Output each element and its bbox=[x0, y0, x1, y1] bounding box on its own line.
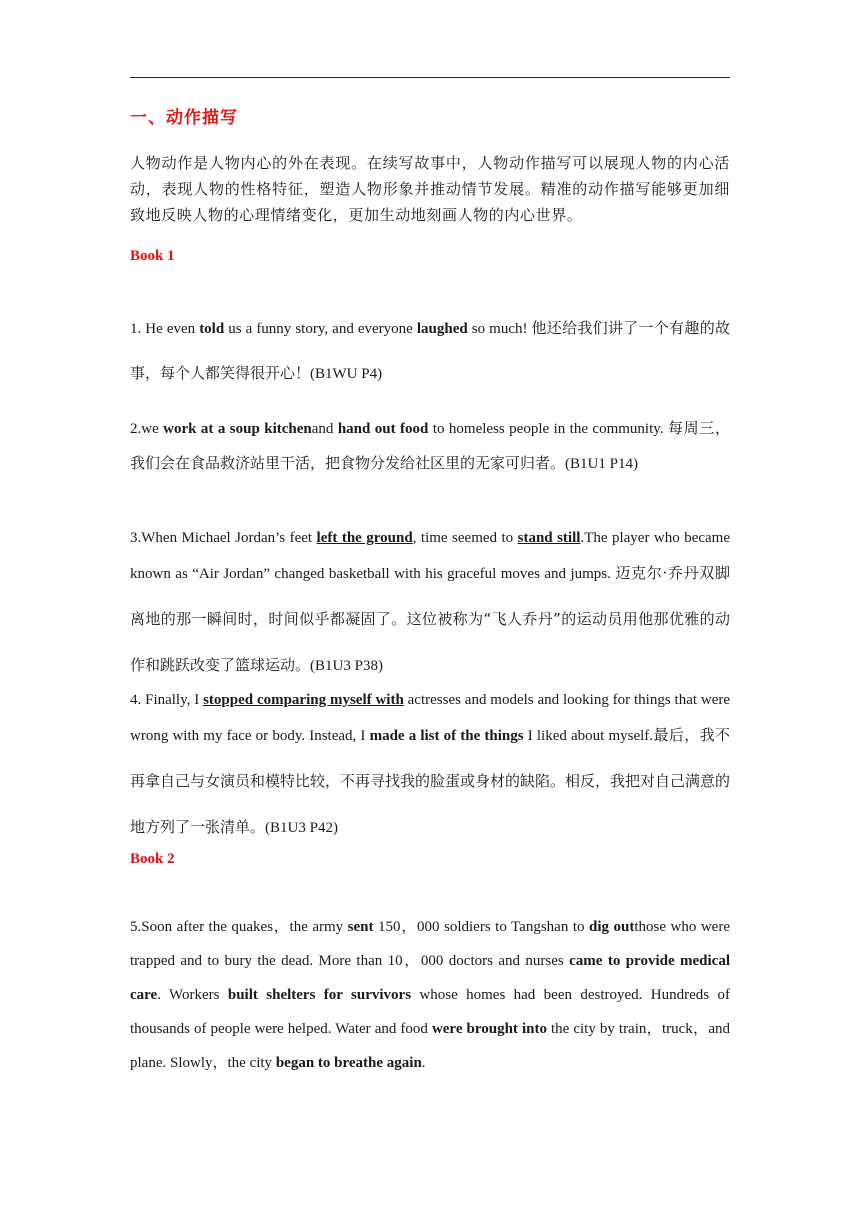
section-heading: 一、动作描写 bbox=[130, 108, 238, 128]
example-2: 2.we work at a soup kitchenand hand out food to homeless people in the community. 每周三，我们会在食品救济站里干活，把食物分发给社区里的无家可归者。(B1U1 P14) bbox=[130, 419, 730, 472]
example-3: 3.When Michael Jordan’s feet left the ground, time seemed to stand still.The player who became known as “Air Jordan” changed basketball with his graceful moves and jumps. 迈克尔·乔丹双脚离地的那一瞬间时，时间似乎都凝固了。这位被称为“飞人乔丹”的运动员用他那优雅的动作和跳跃改变了篮球运动。(B1U3 P38) bbox=[130, 530, 731, 674]
intro-paragraph: 人物动作是人物内心的外在表现。在续写故事中，人物动作描写可以展现人物的内心活动，表现人物的性格特征，塑造人物形象并推动情节发展。精准的动作描写能够更加细致地反映人物的心理情绪变化，更加生动地刻画人物的内心世界。 bbox=[130, 154, 730, 224]
example-1: 1. He even told us a funny story, and everyone laughed so much! 他还给我们讲了一个有趣的故事，每个人都笑得很开心！(B1WU P4) bbox=[130, 319, 730, 382]
example-4: 4. Finally, I stopped comparing myself with actresses and models and looking for things that were wrong with my face or body. Instead, I made a list of the things I liked about myself.最后，我不再拿自己与女演员和模特比较，不再寻找我的脸蛋或身材的缺陷。相反，我把对自己满意的地方列了一张清单。(B1U3 P42) bbox=[130, 692, 731, 836]
book-1-label: Book 1 bbox=[130, 248, 175, 264]
example-5: 5.Soon after the quakes，the army sent 150，000 soldiers to Tangshan to dig outthose who were trapped and to bury the dead. More than 10，000 doctors and nurses came to provide medical care. Workers built shelters for survivors whose homes had been destroyed. Hundreds of thousands of people were helped. Water and food were brought into the city by train，truck，and plane. Slowly，the city began to breathe again. bbox=[130, 919, 730, 1071]
book-2-label: Book 2 bbox=[130, 851, 175, 867]
header-rule bbox=[130, 77, 730, 78]
